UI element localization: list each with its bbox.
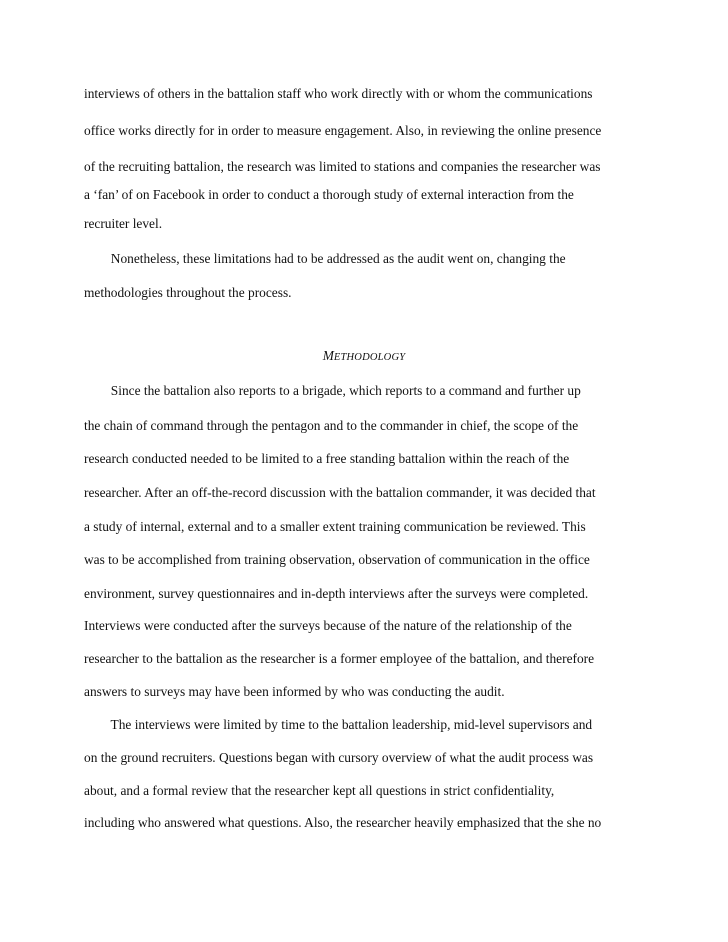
text-line: Since the battalion also reports to a brigade, which reports to a command and further up bbox=[84, 383, 581, 398]
section-heading bbox=[0, 348, 728, 366]
text-line: of the recruiting battalion, the research was limited to stations and companies the researcher was bbox=[84, 159, 601, 174]
heading-rest: ETHODOLOGY bbox=[333, 352, 406, 363]
text-line: Nonetheless, these limitations had to be addressed as the audit went on, changing the bbox=[84, 251, 566, 266]
text-line: was to be accomplished from training observation, observation of communication in the office bbox=[84, 552, 590, 567]
text-line: The interviews were limited by time to the battalion leadership, mid-level supervisors and bbox=[84, 717, 593, 732]
text-line: researcher. After an off-the-record discussion with the battalion commander, it was decided that bbox=[84, 485, 596, 500]
text-line: Interviews were conducted after the surveys because of the nature of the relationship of the bbox=[84, 618, 572, 633]
text-line: answers to surveys may have been informed by who was conducting the audit. bbox=[84, 684, 505, 699]
text-line: the chain of command through the pentagon and to the commander in chief, the scope of the bbox=[84, 418, 579, 433]
text-line: interviews of others in the battalion staff who work directly with or whom the communications bbox=[84, 86, 593, 101]
heading-initial: M bbox=[322, 348, 334, 363]
text-line: on the ground recruiters. Questions began with cursory overview of what the audit process was bbox=[84, 750, 594, 765]
text-line: a study of internal, external and to a smaller extent training communication be reviewed. This bbox=[84, 519, 586, 534]
text-line: about, and a formal review that the researcher kept all questions in strict confidentiality, bbox=[84, 783, 555, 798]
text-line: methodologies throughout the process. bbox=[84, 285, 292, 300]
text-line: researcher to the battalion as the researcher is a former employee of the battalion, and therefore bbox=[84, 651, 595, 666]
text-line: research conducted needed to be limited to a free standing battalion within the reach of the bbox=[84, 451, 570, 466]
text-line: recruiter level. bbox=[84, 216, 163, 231]
text-line: including who answered what questions. Also, the researcher heavily emphasized that the she no bbox=[84, 815, 602, 830]
text-line: office works directly for in order to measure engagement. Also, in reviewing the online presence bbox=[84, 123, 602, 138]
text-line: a ‘fan’ of on Facebook in order to conduct a thorough study of external interaction from the bbox=[84, 187, 574, 202]
text-line: environment, survey questionnaires and in-depth interviews after the surveys were completed. bbox=[84, 586, 589, 601]
